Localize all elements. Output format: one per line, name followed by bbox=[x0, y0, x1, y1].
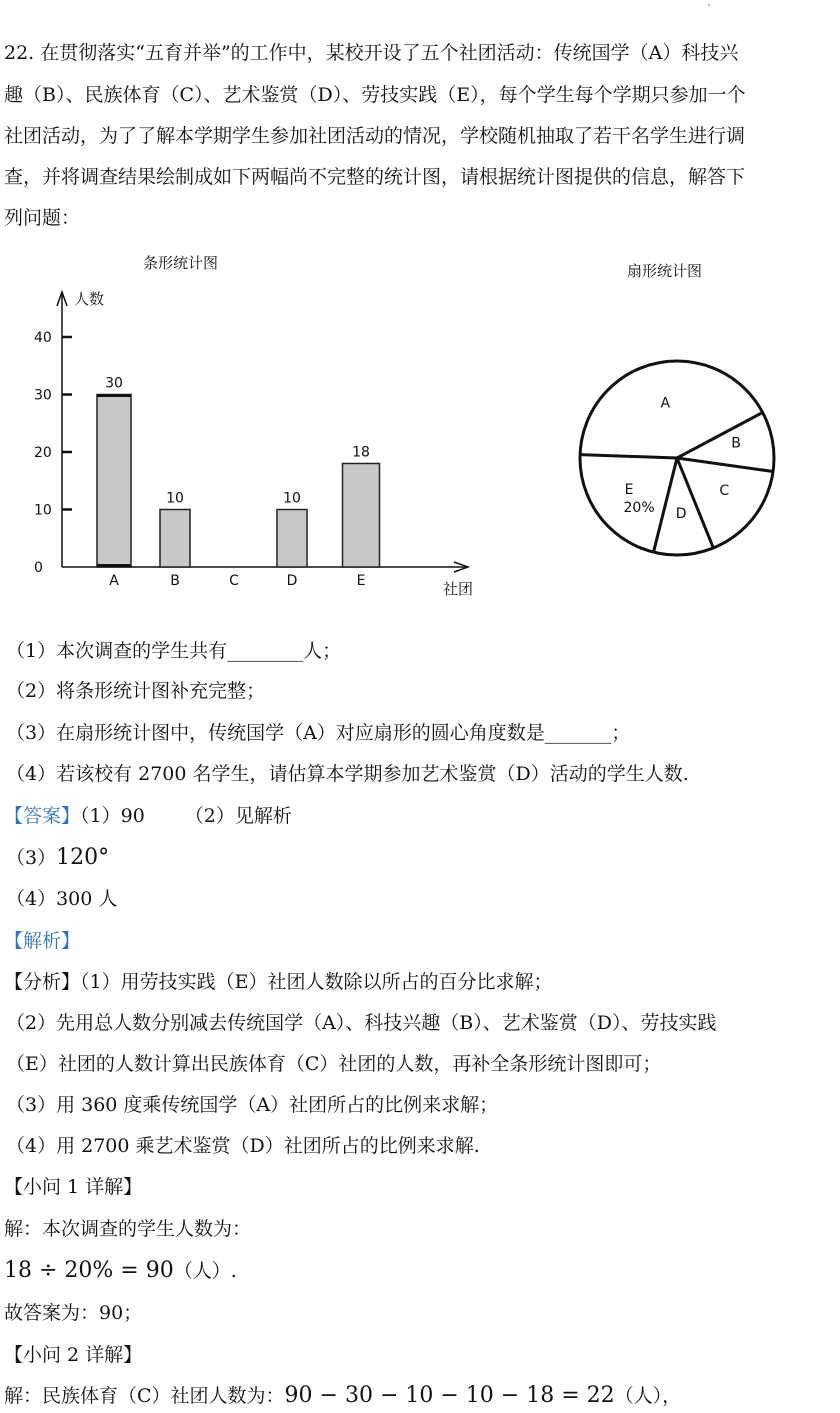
problem-line: 列问题： bbox=[4, 207, 81, 229]
answer-line bbox=[4, 803, 292, 829]
bar bbox=[97, 395, 131, 568]
y-tick-label: 10 bbox=[34, 502, 52, 519]
detail1-formula-line bbox=[4, 1258, 237, 1284]
detail2-heading: 【小问 2 详解】 bbox=[4, 1344, 143, 1366]
pie-slice-label: A bbox=[660, 395, 671, 412]
problem-line: 社团活动，为了了解本学期学生参加社团活动的情况，学校随机抽取了若干名学生进行调 bbox=[4, 125, 746, 147]
y-axis-label: 人数 bbox=[74, 290, 105, 308]
pie-chart-title: 扇形统计图 bbox=[627, 262, 703, 280]
detail1-line: 解：本次调查的学生人数为： bbox=[4, 1218, 252, 1240]
answer-tag: 【答案】 bbox=[4, 805, 81, 827]
bar-chart bbox=[0, 280, 500, 610]
question-4: （4）若该校有 2700 名学生，请估算本学期参加艺术鉴赏（D）活动的学生人数. bbox=[6, 763, 689, 785]
x-tick-label: B bbox=[170, 573, 180, 589]
pie-slice-label: D bbox=[675, 505, 687, 522]
detail1-formula: 18 ÷ 20% = 90 bbox=[4, 1258, 174, 1283]
analysis-line: （3）用 360 度乘传统国学（A）社团所占的比例来求解； bbox=[6, 1094, 499, 1116]
analysis-line: 【分析】（1）用劳技实践（E）社团人数除以所占的百分比求解； bbox=[4, 971, 553, 993]
detail2-prefix: 解：民族体育（C）社团人数为： bbox=[4, 1385, 285, 1407]
pie-slice-label: E bbox=[624, 482, 634, 499]
y-tick-label: 20 bbox=[34, 445, 52, 461]
y-tick-label: 30 bbox=[34, 387, 52, 404]
scan-dot bbox=[708, 4, 710, 6]
analysis-line: （E）社团的人数计算出民族体育（C）社团的人数，再补全条形统计图即可； bbox=[6, 1053, 662, 1075]
pie-slice-percent: 20% bbox=[623, 500, 655, 517]
x-tick-label: D bbox=[286, 573, 298, 589]
analysis-line: （2）先用总人数分别减去传统国学（A）、科技兴趣（B）、艺术鉴赏（D）、劳技实践 bbox=[6, 1012, 717, 1034]
pie-chart bbox=[570, 350, 790, 570]
question-3: （3）在扇形统计图中，传统国学（A）对应扇形的圆心角度数是_______； bbox=[6, 722, 631, 744]
y-tick-label: 0 bbox=[34, 560, 43, 576]
analysis-line: （4）用 2700 乘艺术鉴赏（D）社团所占的比例来求解. bbox=[6, 1135, 480, 1157]
detail1-formula-unit: （人）. bbox=[173, 1260, 237, 1282]
answer-part3-value: 120° bbox=[56, 845, 110, 870]
answer-part3 bbox=[6, 845, 109, 871]
bar bbox=[160, 510, 190, 568]
bar-data-label: 10 bbox=[166, 490, 184, 507]
y-tick-label: 40 bbox=[34, 330, 52, 346]
detail1-conclusion: 故答案为：90； bbox=[4, 1302, 143, 1324]
bar bbox=[343, 464, 380, 568]
detail2-suffix: （人）， bbox=[614, 1385, 682, 1407]
detail2-formula: 90 − 30 − 10 − 10 − 18 = 22 bbox=[284, 1383, 615, 1408]
x-axis-label: 社团 bbox=[443, 580, 474, 598]
detail2-line bbox=[4, 1383, 681, 1409]
bar-data-label: 10 bbox=[283, 490, 301, 507]
analysis-tag: 【解析】 bbox=[4, 930, 81, 952]
pie-slice-label: C bbox=[719, 482, 730, 499]
answer-part1: （1）90 bbox=[80, 805, 145, 827]
bar-chart-title: 条形统计图 bbox=[143, 254, 219, 272]
bar-data-label: 30 bbox=[105, 375, 123, 392]
detail1-heading: 【小问 1 详解】 bbox=[4, 1176, 143, 1198]
x-tick-label: C bbox=[229, 573, 239, 589]
pie-slice-label: B bbox=[731, 435, 741, 452]
x-tick-label: A bbox=[109, 573, 119, 589]
bar-data-label: 18 bbox=[352, 444, 370, 461]
question-1: （1）本次调查的学生共有________人； bbox=[6, 640, 342, 662]
answer-part4: （4）300 人 bbox=[6, 888, 118, 910]
x-tick-label: E bbox=[356, 573, 366, 589]
problem-line: 22. 在贯彻落实“五育并举”的工作中，某校开设了五个社团活动：传统国学（A）科技兴 bbox=[4, 42, 739, 64]
problem-line: 趣（B）、民族体育（C）、艺术鉴赏（D）、劳技实践（E），每个学生每个学期只参加一个 bbox=[4, 84, 746, 106]
problem-line: 查，并将调查结果绘制成如下两幅尚不完整的统计图，请根据统计图提供的信息，解答下 bbox=[4, 166, 746, 188]
bar bbox=[277, 510, 307, 568]
question-2: （2）将条形统计图补充完整； bbox=[6, 680, 266, 702]
answer-part3-prefix: （3） bbox=[6, 847, 57, 869]
answer-part2: （2）见解析 bbox=[184, 805, 292, 827]
